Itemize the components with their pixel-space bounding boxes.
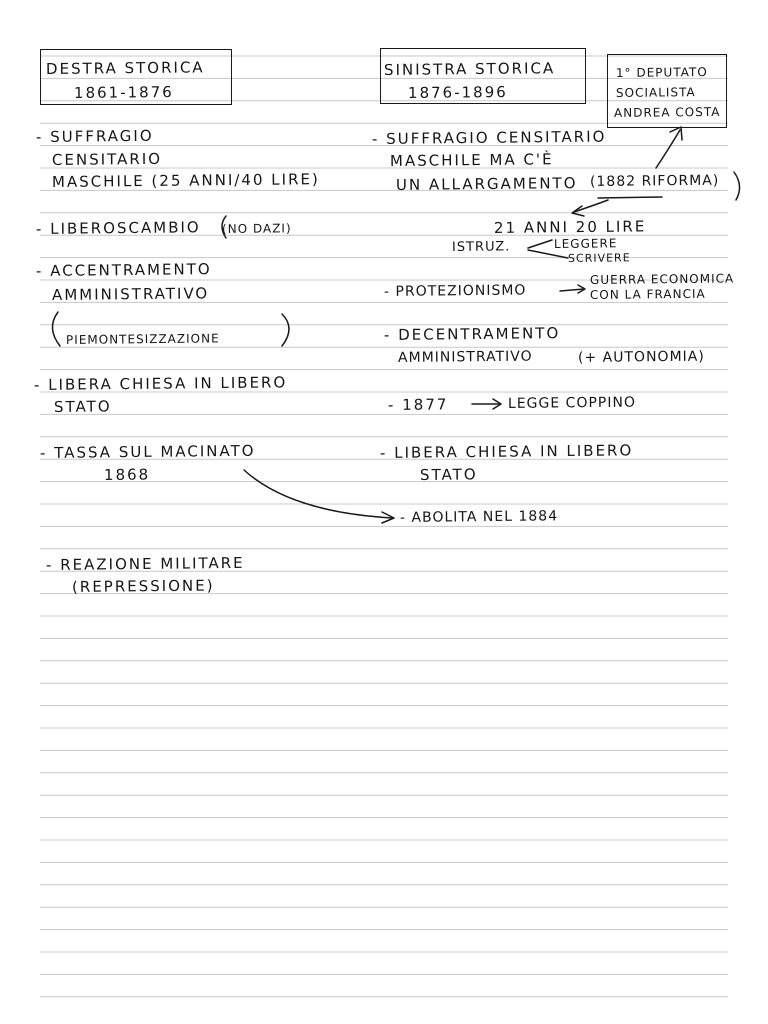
heading-sinistra-title: SINISTRA STORICA [383,59,556,79]
sinistra-abolita: - ABOLITA NEL 1884 [399,508,559,526]
destra-accentramento-2: AMMINISTRATIVO [51,284,210,304]
sinistra-decentramento-1: - DECENTRAMENTO [383,324,561,344]
destra-chiesa-1: - LIBERA CHIESA IN LIBERO [33,373,288,394]
sinistra-leggere: LEGGERE [553,236,618,251]
sinistra-suffragio-3: UN ALLARGAMENTO [395,174,578,194]
sinistra-decentramento-2: AMMINISTRATIVO [397,348,533,366]
sinistra-anni-lire: 21 ANNI 20 LIRE [493,217,647,237]
destra-suffragio-3: MASCHILE (25 ANNI/40 LIRE) [51,170,320,191]
deputato-line3: ANDREA COSTA [613,104,721,120]
destra-suffragio-1: - SUFFRAGIO [35,126,154,146]
sinistra-autonomia: (+ AUTONOMIA) [577,348,705,366]
heading-sinistra-years: 1876-1896 [407,82,508,102]
sinistra-chiesa-2: STATO [419,465,478,484]
destra-suffragio-2: CENSITARIO [51,149,163,169]
destra-accentramento-3: PIEMONTESIZZAZIONE [65,331,220,347]
sinistra-guerra-2: CON LA FRANCIA [589,286,706,302]
destra-reazione-2: (REPRESSIONE) [71,576,215,596]
heading-destra-years: 1861-1876 [73,82,174,102]
destra-macinato-2: 1868 [103,465,151,484]
sinistra-guerra-1: GUERRA ECONOMICA [589,271,735,287]
deputato-line1: 1° DEPUTATO [615,65,708,80]
sinistra-coppino: LEGGE COPPINO [507,394,637,412]
destra-macinato-1: - TASSA SUL MACINATO [39,441,256,462]
destra-liberoscambio: - LIBEROSCAMBIO [35,218,201,238]
sinistra-suffragio-2: MASCHILE MA C'È [389,150,554,170]
sinistra-chiesa-1: - LIBERA CHIESA IN LIBERO [379,441,634,462]
deputato-line2: SOCIALISTA [615,85,696,100]
sinistra-istruz: ISTRUZ. [451,239,511,255]
destra-reazione-1: - REAZIONE MILITARE [45,553,245,574]
destra-liberoscambio-note: (NO DAZI) [221,221,292,236]
sinistra-riforma: (1882 RIFORMA) [589,172,720,190]
heading-destra-title: DESTRA STORICA [45,58,205,78]
sinistra-scrivere: SCRIVERE [567,251,631,265]
destra-chiesa-2: STATO [53,397,112,416]
destra-accentramento-1: - ACCENTRAMENTO [35,260,212,280]
sinistra-suffragio-1: - SUFFRAGIO CENSITARIO [371,127,607,148]
sinistra-protezionismo: - PROTEZIONISMO [383,282,527,300]
sinistra-coppino-year: - 1877 [387,395,449,414]
